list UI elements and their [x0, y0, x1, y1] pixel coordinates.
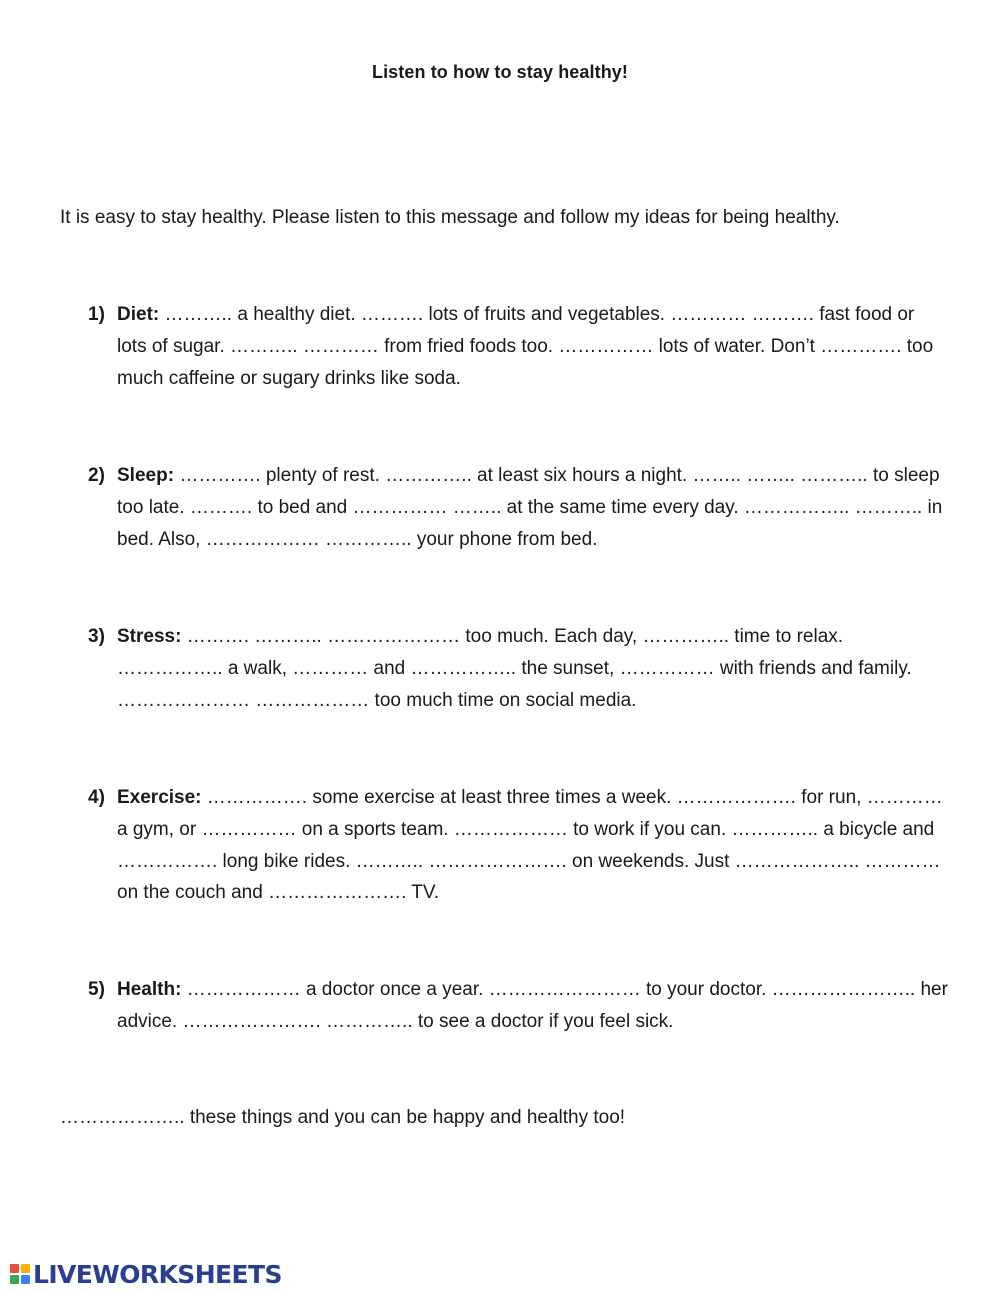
item-number: 3) [88, 626, 105, 647]
item-text: ……………. some exercise at least three times a week. ………………. for run, ………… a gym, or …………… on a sports team. ……………… to work if you can. ………….. a bicycle and ……………. long bike rides. ……….. …………………. on weekends. Just ……………….. ………… on the couch and …………………. TV. [117, 787, 943, 904]
item-text: ………. ……….. ………………… too much. Each day, ………….. time to relax. …………….. a walk, ………… and …………….. the sunset, …………… with friends and family. ………………… ……………… too much time on social media. [117, 626, 912, 711]
intro-paragraph: It is easy to stay healthy. Please listen to this message and follow my ideas for being healthy. [60, 207, 840, 228]
logo-text: LIVEWORKSHEETS [33, 1259, 282, 1289]
logo-square [10, 1264, 19, 1273]
item-text: …………. plenty of rest. ………….. at least six hours a night. …….. …….. ……….. to sleep too late. ………. to bed and …………… …….. at the same time every day. …………….. ……….. in bed. Also, ……………… ………….. your phone from bed. [117, 465, 943, 550]
item-number: 5) [88, 979, 105, 1000]
item-text: ……………… a doctor once a year. …………………… to your doctor. ………………….. her advice. …………………. ………….. to see a doctor if you feel sick. [117, 979, 948, 1032]
logo-square [21, 1275, 30, 1284]
list-item-sleep [88, 460, 948, 555]
list-item-exercise [88, 782, 948, 909]
item-number: 2) [88, 465, 105, 486]
list-item-health [88, 974, 948, 1038]
item-text: ……….. a healthy diet. ………. lots of fruits and vegetables. ………… ………. fast food or lots of sugar. ……….. ………… from fried foods too. …………… lots of water. Don’t …………. too much caffeine or sugary drinks like soda. [117, 304, 934, 389]
item-label: Sleep: [117, 465, 175, 486]
liveworksheets-logo[interactable] [10, 1260, 282, 1288]
logo-mark-icon [10, 1264, 30, 1284]
logo-square [21, 1264, 30, 1273]
worksheet-title: Listen to how to stay healthy! [371, 62, 629, 82]
item-number: 4) [88, 787, 105, 808]
item-label: Exercise: [117, 787, 202, 808]
list-item-diet [88, 299, 948, 394]
item-number: 1) [88, 304, 105, 325]
item-label: Stress: [117, 626, 182, 647]
closing-sentence: ……………….. these things and you can be happy and healthy too! [60, 1107, 626, 1128]
list-item-stress [88, 621, 948, 716]
logo-square [10, 1275, 19, 1284]
item-label: Health: [117, 979, 182, 1000]
item-label: Diet: [117, 304, 160, 325]
